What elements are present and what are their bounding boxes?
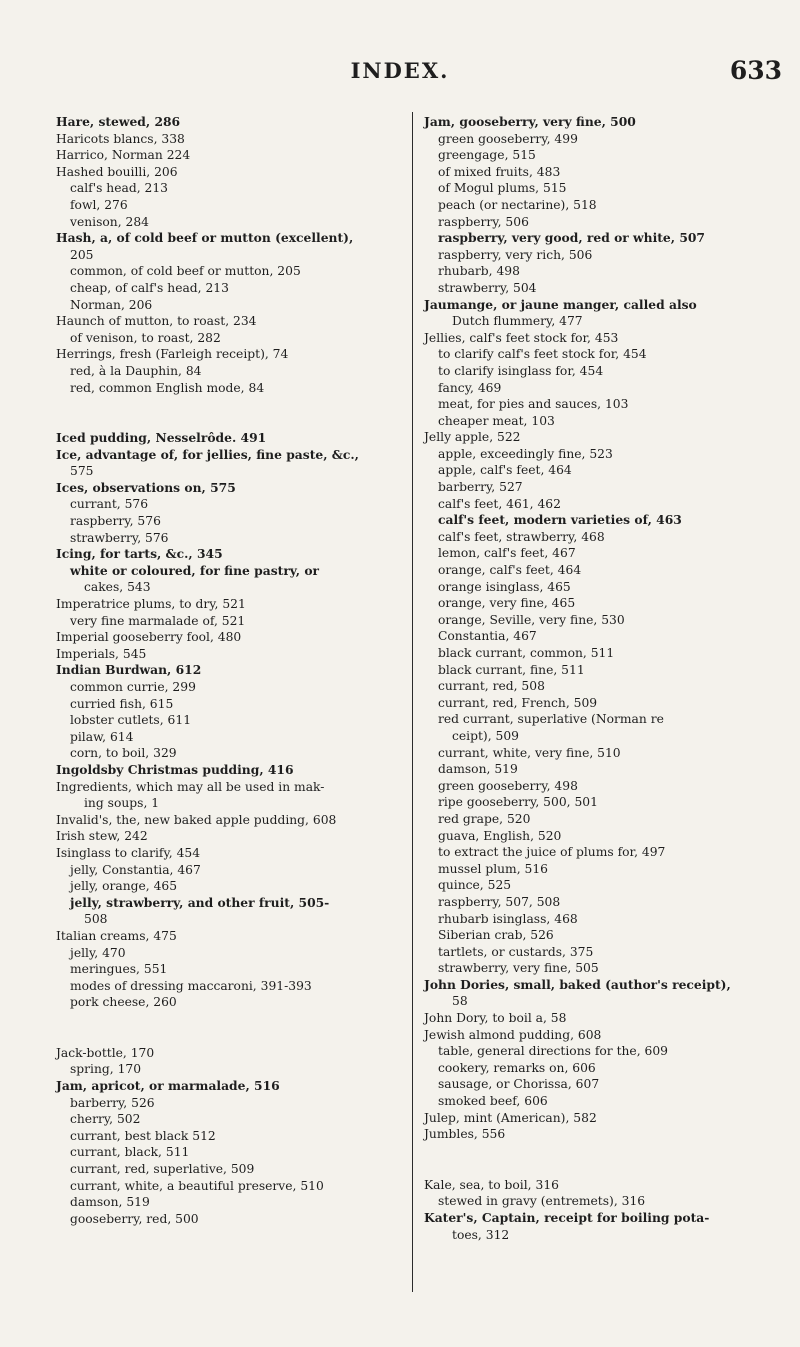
index-subentry: spring, 170 [70, 1062, 142, 1077]
index-subentry: black currant, common, 511 [438, 646, 615, 660]
index-subentry: cookery, remarks on, 606 [438, 1060, 596, 1075]
index-subentry: pilaw, 614 [70, 729, 134, 744]
index-subentry: Dutch flummery, 477 [452, 314, 583, 329]
index-subentry: 508 [84, 912, 108, 927]
index-subentry: red, à la Dauphin, 84 [70, 363, 202, 378]
index-subentry: apple, calf's feet, 464 [438, 463, 572, 478]
index-subentry: fancy, 469 [438, 380, 502, 395]
index-entry: Hashed bouilli, 206 [56, 164, 178, 179]
column-divider [412, 112, 413, 1292]
index-subentry: smoked beef, 606 [438, 1094, 548, 1109]
index-subentry: Constantia, 467 [438, 629, 537, 644]
index-subentry: sausage, or Chorissa, 607 [438, 1077, 600, 1092]
index-entry: Ingoldsby Christmas pudding, 416 [56, 761, 294, 777]
index-entry: Italian creams, 475 [56, 928, 177, 943]
index-column-left [56, 114, 408, 1227]
index-entry: Isinglass to clarify, 454 [56, 845, 201, 860]
index-subentry: pork cheese, 260 [70, 995, 177, 1010]
index-subentry: strawberry, very fine, 505 [438, 961, 599, 976]
index-entry: Iced pudding, Nesselrôde. 491 [56, 430, 267, 446]
index-subentry: jelly, 470 [70, 945, 126, 960]
index-entry: Ingredients, which may all be used in mak- [56, 779, 325, 794]
index-subentry: to extract the juice of plums for, 497 [438, 845, 666, 860]
index-subentry: lobster cutlets, 611 [70, 713, 192, 728]
index-subentry: raspberry, 507, 508 [438, 894, 561, 909]
index-entry: Haricots blancs, 338 [56, 131, 185, 146]
index-entry: Jelly apple, 522 [424, 430, 521, 445]
index-subentry: mussel plum, 516 [438, 861, 548, 876]
page-number: 633 [729, 56, 782, 85]
index-subentry: to clarify calf's feet stock for, 454 [438, 347, 647, 362]
index-subentry: lemon, calf's feet, 467 [438, 546, 576, 561]
index-subentry: white or coloured, for fine pastry, or [70, 562, 320, 578]
index-subentry: guava, English, 520 [438, 828, 562, 843]
index-entry: Jaumange, or jaune manger, called also [424, 296, 697, 312]
index-entry: Invalid's, the, new baked apple pudding, 608 [56, 812, 337, 827]
index-subentry: strawberry, 576 [70, 530, 169, 545]
index-subentry: fowl, 276 [70, 197, 128, 212]
section-gap [56, 396, 408, 430]
index-subentry: jelly, strawberry, and other fruit, 505- [70, 894, 330, 910]
index-subentry: strawberry, 504 [438, 280, 537, 295]
index-subentry: Norman, 206 [70, 297, 153, 312]
index-subentry: corn, to boil, 329 [70, 746, 177, 761]
index-entry: Imperial gooseberry fool, 480 [56, 630, 242, 645]
index-subentry: currant, red, 508 [438, 679, 545, 694]
index-subentry: currant, white, a beautiful preserve, 510 [70, 1178, 324, 1193]
index-subentry: venison, 284 [70, 214, 149, 229]
index-subentry: calf's feet, modern varieties of, 463 [438, 512, 682, 528]
index-subentry: meringues, 551 [70, 962, 168, 977]
index-entry: Haunch of mutton, to roast, 234 [56, 314, 257, 329]
index-subentry: common currie, 299 [70, 680, 196, 694]
index-subentry: green gooseberry, 498 [438, 778, 578, 793]
index-subentry: raspberry, 576 [70, 514, 161, 529]
index-subentry: of mixed fruits, 483 [438, 164, 561, 179]
index-subentry: common, of cold beef or mutton, 205 [70, 264, 301, 279]
index-subentry: currant, best black 512 [70, 1128, 216, 1143]
index-subentry: peach (or nectarine), 518 [438, 197, 597, 212]
index-subentry: black currant, fine, 511 [438, 662, 585, 677]
index-subentry: ing soups, 1 [84, 796, 160, 811]
index-subentry: red grape, 520 [438, 811, 531, 826]
index-entry: Ices, observations on, 575 [56, 479, 236, 495]
index-subentry: red, common English mode, 84 [70, 380, 265, 395]
index-subentry: 58 [452, 994, 468, 1009]
index-subentry: toes, 312 [452, 1227, 510, 1242]
index-subentry: orange, Seville, very fine, 530 [438, 612, 625, 627]
index-subentry: stewed in gravy (entremets), 316 [438, 1194, 646, 1209]
index-entry: Jam, gooseberry, very fine, 500 [424, 114, 636, 129]
index-subentry: barberry, 526 [70, 1095, 155, 1110]
index-subentry: raspberry, very good, red or white, 507 [438, 230, 705, 246]
index-subentry: meat, for pies and sauces, 103 [438, 397, 629, 412]
index-entry: Jewish almond pudding, 608 [424, 1027, 602, 1042]
index-entry: Icing, for tarts, &c., 345 [56, 546, 223, 562]
index-subentry: very fine marmalade of, 521 [70, 613, 246, 628]
index-subentry: rhubarb, 498 [438, 264, 520, 279]
section-gap [56, 1011, 408, 1045]
index-entry: Julep, mint (American), 582 [424, 1110, 597, 1125]
index-subentry: cheaper meat, 103 [438, 413, 555, 428]
index-subentry: currant, red, superlative, 509 [70, 1162, 255, 1177]
index-subentry: orange, calf's feet, 464 [438, 563, 582, 578]
index-subentry: calf's feet, 461, 462 [438, 496, 561, 511]
index-entry: Jack-bottle, 170 [56, 1045, 155, 1060]
index-subentry: Siberian crab, 526 [438, 928, 554, 943]
index-subentry: curried fish, 615 [70, 696, 174, 711]
running-title: INDEX. [350, 58, 450, 83]
index-entry: Harrico, Norman 224 [56, 148, 191, 163]
index-subentry: cheap, of calf's head, 213 [70, 280, 229, 295]
index-subentry: jelly, orange, 465 [70, 879, 178, 894]
index-subentry: greengage, 515 [438, 148, 536, 163]
index-subentry: orange, very fine, 465 [438, 596, 576, 611]
index-entry: Jellies, calf's feet stock for, 453 [424, 330, 619, 345]
index-entry: Irish stew, 242 [56, 829, 148, 844]
index-entry: Imperatrice plums, to dry, 521 [56, 597, 246, 612]
index-subentry: raspberry, very rich, 506 [438, 247, 593, 262]
index-entry: Hare, stewed, 286 [56, 114, 181, 129]
index-subentry: currant, 576 [70, 497, 149, 512]
index-subentry: orange isinglass, 465 [438, 579, 571, 594]
index-subentry: ceipt), 509 [452, 728, 519, 743]
index-entry: Kater's, Captain, receipt for boiling pota- [424, 1210, 710, 1225]
index-subentry: currant, white, very fine, 510 [438, 745, 621, 760]
index-entry: Indian Burdwan, 612 [56, 662, 202, 678]
index-entry: Imperials, 545 [56, 646, 147, 661]
index-subentry: quince, 525 [438, 878, 512, 893]
index-subentry: cakes, 543 [84, 580, 151, 595]
index-subentry: gooseberry, red, 500 [70, 1211, 199, 1226]
index-entry: Jam, apricot, or marmalade, 516 [56, 1078, 280, 1094]
index-subentry: of venison, to roast, 282 [70, 330, 221, 345]
index-column-right [424, 114, 784, 1243]
index-entry: John Dory, to boil a, 58 [424, 1011, 567, 1026]
index-entry: Jumbles, 556 [424, 1127, 506, 1142]
index-subentry: barberry, 527 [438, 480, 523, 495]
index-subentry: cherry, 502 [70, 1112, 141, 1127]
index-subentry: raspberry, 506 [438, 214, 529, 229]
index-subentry: damson, 519 [70, 1195, 150, 1210]
index-subentry: currant, black, 511 [70, 1145, 190, 1160]
index-entry: Kale, sea, to boil, 316 [424, 1177, 559, 1192]
section-gap [424, 1143, 784, 1177]
index-subentry: of Mogul plums, 515 [438, 181, 567, 196]
index-subentry: calf's head, 213 [70, 181, 168, 196]
index-subentry: tartlets, or custards, 375 [438, 944, 594, 959]
index-subentry: rhubarb isinglass, 468 [438, 911, 578, 926]
index-subentry: 575 [70, 464, 94, 479]
page-header [0, 58, 800, 88]
index-subentry: damson, 519 [438, 762, 518, 777]
index-entry: Hash, a, of cold beef or mutton (excellent), [56, 230, 354, 246]
index-subentry: ripe gooseberry, 500, 501 [438, 795, 598, 810]
index-subentry: green gooseberry, 499 [438, 131, 578, 146]
index-subentry: red currant, superlative (Norman re [438, 712, 664, 727]
index-subentry: apple, exceedingly fine, 523 [438, 446, 613, 461]
index-subentry: calf's feet, strawberry, 468 [438, 529, 605, 544]
index-subentry: table, general directions for the, 609 [438, 1044, 669, 1059]
index-subentry: currant, red, French, 509 [438, 695, 598, 710]
index-entry: Ice, advantage of, for jellies, fine paste, &c., [56, 446, 359, 462]
index-subentry: jelly, Constantia, 467 [70, 862, 201, 877]
index-subentry: modes of dressing maccaroni, 391-393 [70, 978, 312, 993]
index-entry: John Dories, small, baked (author's receipt), [424, 976, 731, 992]
index-subentry: to clarify isinglass for, 454 [438, 363, 604, 378]
index-entry: Herrings, fresh (Farleigh receipt), 74 [56, 347, 289, 362]
index-subentry: 205 [70, 247, 94, 262]
